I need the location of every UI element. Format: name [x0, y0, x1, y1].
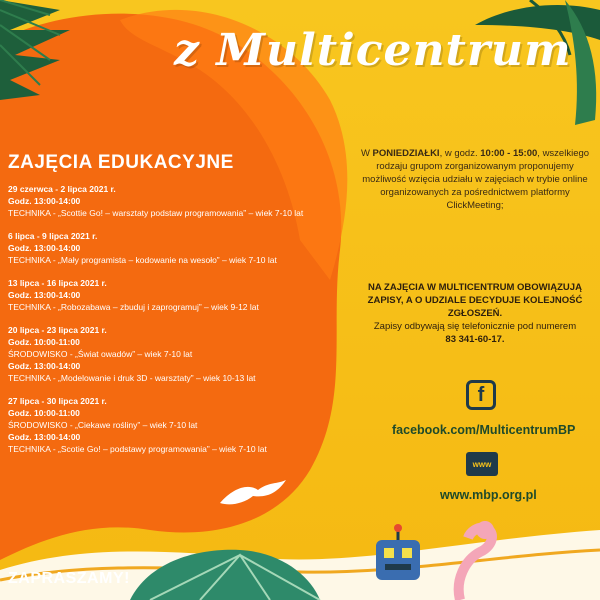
block-date: 20 lipca - 23 lipca 2021 r. [8, 325, 107, 335]
www-icon[interactable]: www [466, 452, 498, 476]
block-activity-2: TECHNIKA - „Scotie Go! – podstawy programowania” – wiek 7-10 lat [8, 444, 267, 454]
notice-bold: NA ZAJĘCIA W MULTICENTRUM OBOWIĄZUJĄ ZAPISY, A O UDZIALE DECYDUJE KOLEJNOŚĆ ZGŁOSZEŃ. [367, 282, 583, 319]
block-activity: TECHNIKA - „Mały programista – kodowanie na wesoło” – wiek 7-10 lat [8, 255, 277, 265]
block-date: 27 lipca - 30 lipca 2021 r. [8, 396, 107, 406]
facebook-link[interactable]: facebook.com/MulticentrumBP [392, 423, 576, 437]
block-date: 13 lipca - 16 lipca 2021 r. [8, 278, 107, 288]
block-date: 29 czerwca - 2 lipca 2021 r. [8, 184, 116, 194]
phone-number: 83 341-60-17. [445, 334, 505, 345]
intro-hours: 10:00 - 15:00 [480, 148, 538, 159]
block-time: Godz. 13:00-14:00 [8, 290, 81, 300]
block-activity: ŚRODOWISKO - „Świat owadów” – wiek 7-10 lat [8, 349, 193, 359]
block-activity-2: TECHNIKA - „Modelowanie i druk 3D - warsztaty” – wiek 10-13 lat [8, 373, 256, 383]
block-activity: TECHNIKA - „Robozabawa – zbuduj i zaprogramuj” – wiek 9-12 lat [8, 302, 259, 312]
schedule-block [8, 230, 368, 266]
schedule-block [8, 183, 368, 219]
online-info-text [355, 147, 595, 212]
block-time: Godz. 13:00-14:00 [8, 243, 81, 253]
block-time: Godz. 10:00-11:00 [8, 337, 80, 347]
notice-text: Zapisy odbywają się telefonicznie pod numerem [373, 321, 577, 332]
block-time-2: Godz. 13:00-14:00 [8, 361, 81, 371]
block-activity: TECHNIKA - „Scottie Go! – warsztaty podstaw programowania” – wiek 7-10 lat [8, 208, 304, 218]
invite-footer: ZAPRASZAMY! [8, 570, 130, 587]
block-date: 6 lipca - 9 lipca 2021 r. [8, 231, 98, 241]
facebook-icon[interactable]: f [466, 380, 496, 410]
intro-rest: , wszelkiego rodzaju grupom zorganizowanym proponujemy możliwość wzięcia udziału w zajęciach w trybie online organizowanych za pośrednictwem platformy ClickMeeting; [362, 148, 590, 211]
block-activity: ŚRODOWISKO - „Ciekawe rośliny” – wiek 7-10 lat [8, 420, 198, 430]
schedule-block [8, 395, 368, 455]
block-time: Godz. 10:00-11:00 [8, 408, 80, 418]
schedule-block [8, 277, 368, 313]
website-link[interactable]: www.mbp.org.pl [440, 488, 537, 502]
section-title: ZAJĘCIA EDUKACYJNE [8, 152, 234, 173]
page-title: z Multicentrum [174, 25, 572, 76]
palm-leaf-top-left-icon [0, 0, 120, 110]
schedule-list [8, 183, 368, 466]
intro-prefix: W [360, 148, 373, 159]
schedule-block [8, 324, 368, 384]
intro-mid: , w godz. [439, 148, 481, 159]
registration-notice [360, 281, 590, 346]
block-time: Godz. 13:00-14:00 [8, 196, 81, 206]
block-time-2: Godz. 13:00-14:00 [8, 432, 81, 442]
intro-day: PONIEDZIAŁKI [372, 148, 440, 159]
